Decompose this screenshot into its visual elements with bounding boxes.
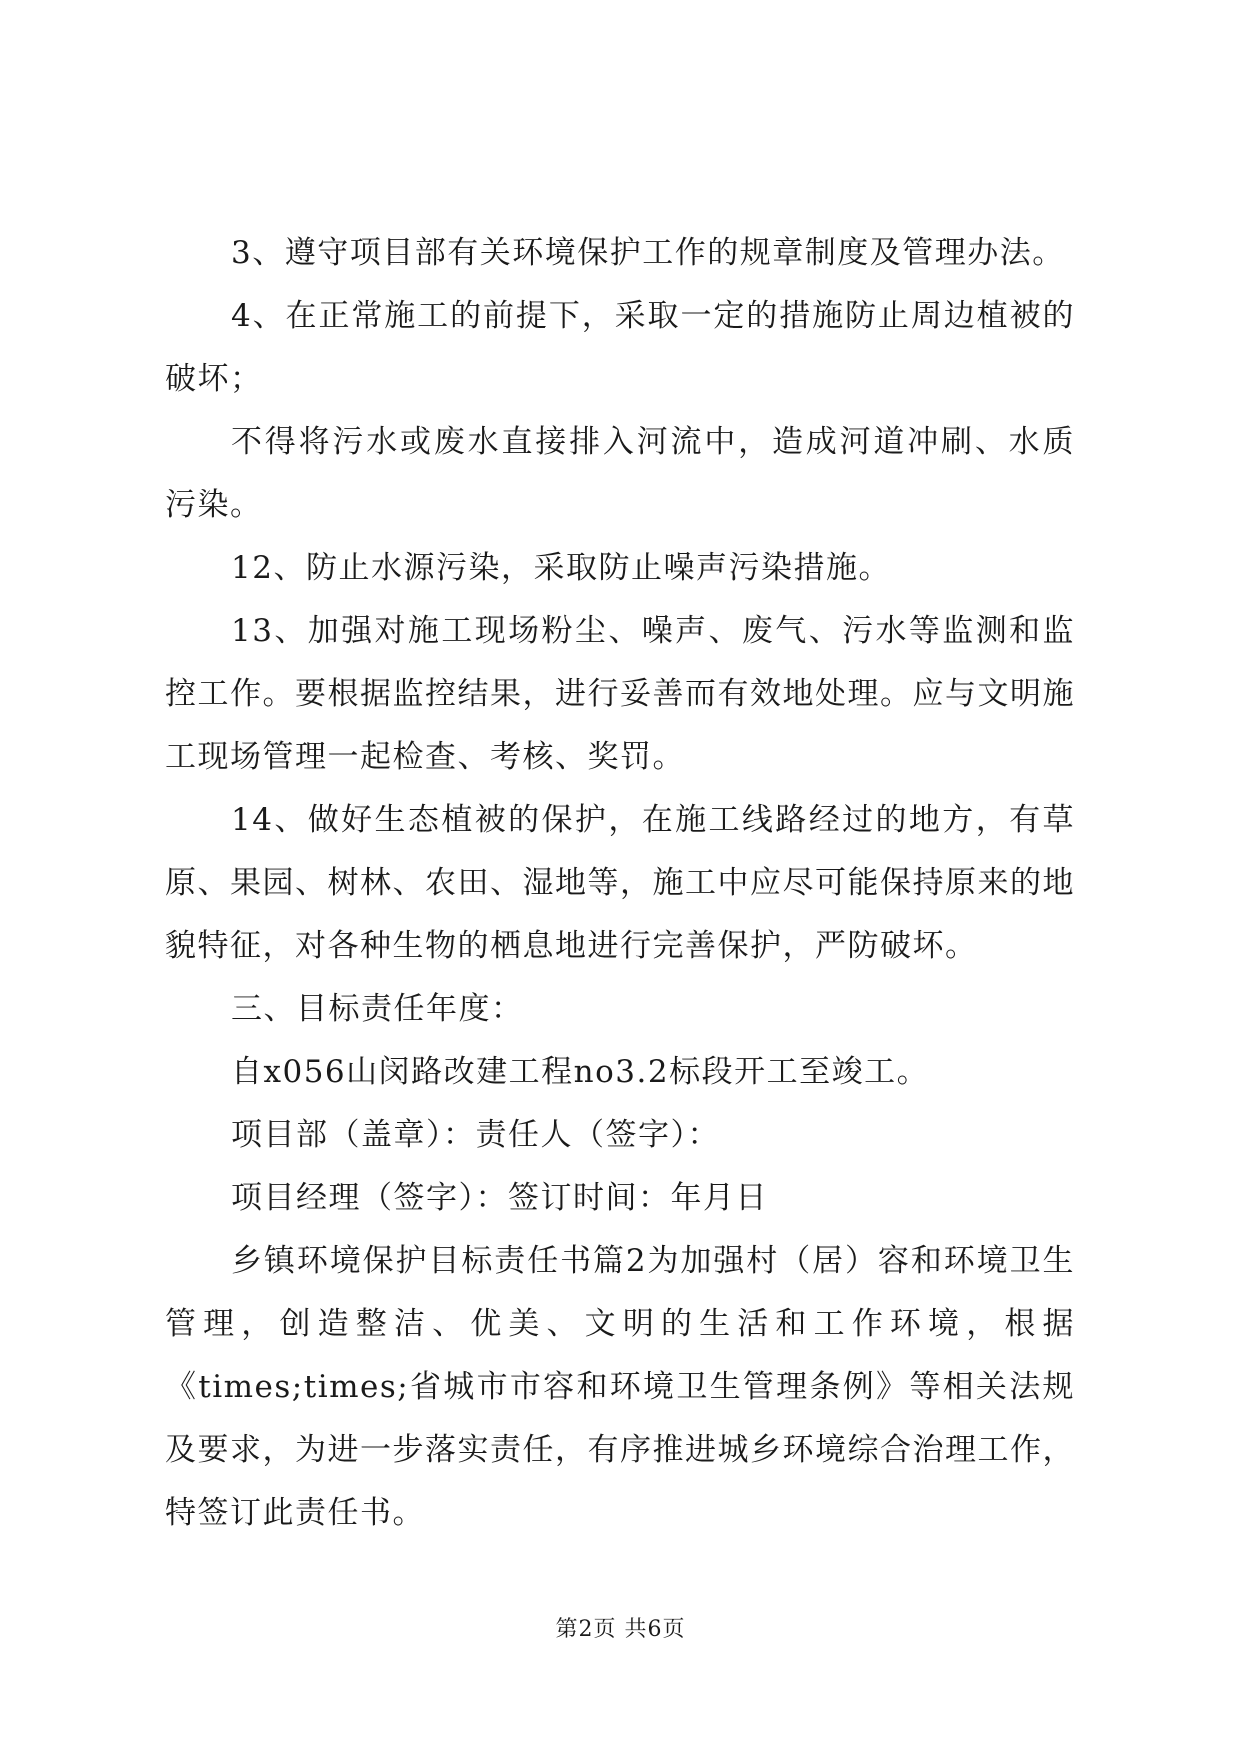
page-number-footer: 第2页 共6页 <box>555 1617 686 1642</box>
paragraph-item-4: 4、在正常施工的前提下，采取一定的措施防止周边植被的破坏； <box>165 298 1075 397</box>
paragraph-item-14: 14、做好生态植被的保护，在施工线路经过的地方，有草原、果园、树林、农田、湿地等，施工中应尽可能保持原来的地貌特征，对各种生物的栖息地进行完善保护，严防破坏。 <box>165 802 1075 964</box>
paragraph-section-2-intro: 乡镇环境保护目标责任书篇2为加强村（居）容和环境卫生管理，创造整洁、优美、文明的生活和工作环境，根据《times;times;省城市市容和环境卫生管理条例》等相关法规及要求，为进一步落实责任，有序推进城乡环境综合治理工作，特签订此责任书。 <box>165 1243 1075 1531</box>
paragraph-item-13: 13、加强对施工现场粉尘、噪声、废气、污水等监测和监控工作。要根据监控结果，进行妥善而有效地处理。应与文明施工现场管理一起检查、考核、奖罚。 <box>165 613 1075 775</box>
paragraph-item-12: 12、防止水源污染，采取防止噪声污染措施。 <box>231 550 891 586</box>
section-heading-target-year: 三、目标责任年度： <box>231 991 524 1027</box>
signature-line-project-dept: 项目部（盖章）：责任人（签字）： <box>231 1117 720 1153</box>
paragraph-no-sewage: 不得将污水或废水直接排入河流中，造成河道冲刷、水质污染。 <box>165 424 1075 523</box>
paragraph-project-period: 自x056山闵路改建工程no3.2标段开工至竣工。 <box>231 1054 930 1090</box>
signature-line-project-manager: 项目经理（签字）：签订时间：年月日 <box>231 1180 768 1216</box>
document-body <box>165 222 1075 1545</box>
paragraph-item-3: 3、遵守项目部有关环境保护工作的规章制度及管理办法。 <box>231 235 1065 271</box>
